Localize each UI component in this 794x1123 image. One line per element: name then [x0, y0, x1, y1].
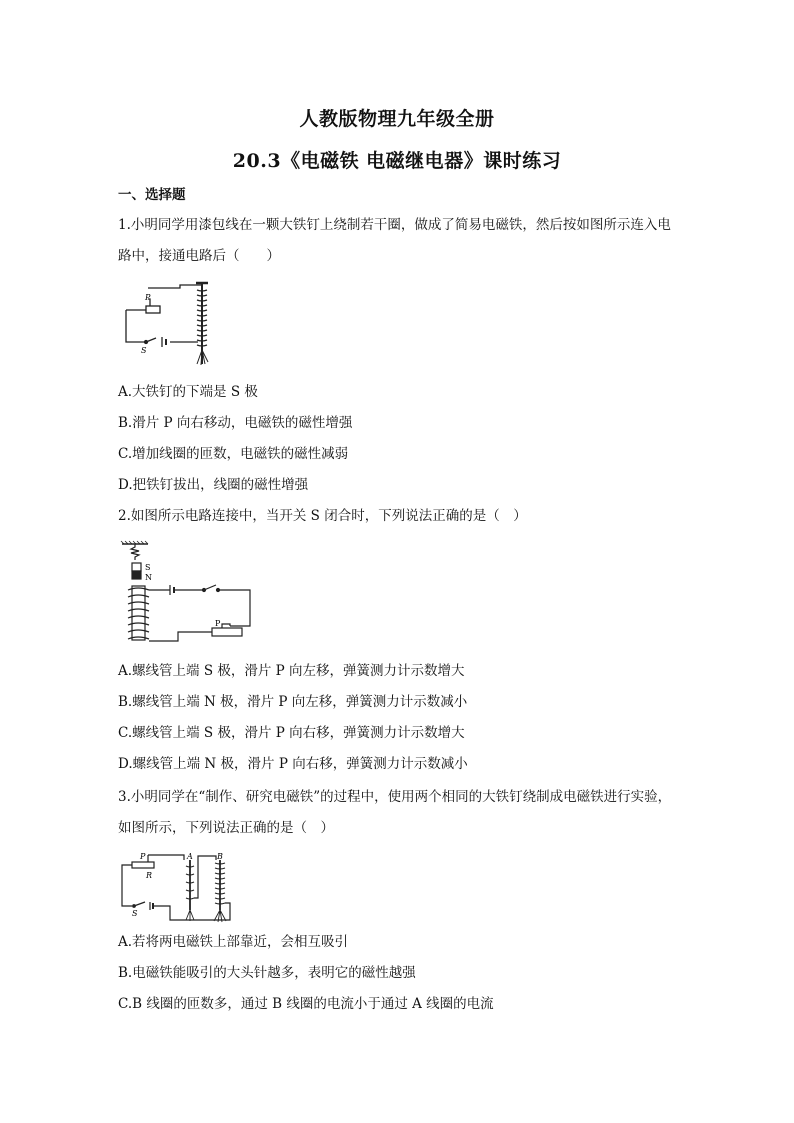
magnet-a-label: A: [187, 852, 193, 861]
wire-right: [218, 590, 250, 626]
wire-top: [148, 285, 202, 288]
question-1-stem-line-1: 1.小明同学用漆包线在一颗大铁钉上绕制若干圈，做成了简易电磁铁，然后按如图所示连入电: [118, 217, 671, 233]
magnet-bottom-pole-label: N: [145, 573, 152, 582]
question-3-stem-line-2: 如图所示，下列说法正确的是（ ）: [118, 820, 334, 836]
magnet-top-pole-label: S: [145, 563, 151, 572]
solenoid-circuit-diagram: [118, 540, 258, 650]
wire-left: [126, 310, 144, 342]
question-3-figure: [118, 850, 238, 926]
pins-a: [186, 910, 194, 921]
switch-lever: [146, 338, 156, 342]
magnet-b-label: B: [217, 852, 223, 861]
rheostat-body: [212, 628, 242, 636]
magnet-top-half: [132, 563, 141, 571]
spring: [131, 544, 139, 560]
switch-lever: [204, 585, 216, 590]
two-electromagnets-diagram: [118, 850, 238, 926]
question-1-figure: [118, 280, 218, 368]
question-2-option-a: A.螺线管上端 S 极，滑片 P 向左移，弹簧测力计示数增大: [118, 663, 465, 679]
wire-bottom: [153, 906, 184, 920]
question-1-option-c: C.增加线圈的匝数，电磁铁的磁性减弱: [118, 446, 349, 462]
question-3-option-a: A.若将两电磁铁上部靠近，会相互吸引: [118, 934, 349, 950]
question-2-option-d: D.螺线管上端 N 极，滑片 P 向右移，弹簧测力计示数减小: [118, 756, 468, 772]
document-title: 人教版物理九年级全册: [299, 108, 495, 130]
electromagnet-circuit-diagram: [118, 280, 218, 368]
question-2-option-c: C.螺线管上端 S 极，滑片 P 向右移，弹簧测力计示数增大: [118, 725, 465, 741]
slider-label: P: [145, 293, 151, 302]
question-2-figure: [118, 540, 258, 650]
slider-label: P: [140, 852, 146, 861]
question-3-option-c: C.B 线圈的匝数多，通过 B 线圈的电流小于通过 A 线圈的电流: [118, 996, 494, 1012]
rheostat-body: [132, 862, 154, 868]
section-heading: 一、选择题: [118, 187, 186, 203]
question-3-option-b: B.电磁铁能吸引的大头针越多，表明它的磁性越强: [118, 965, 416, 981]
wire-left: [122, 865, 132, 906]
document-subtitle: 20.3《电磁铁 电磁继电器》课时练习: [232, 150, 562, 172]
switch-lever: [134, 902, 145, 906]
magnet-bottom-half: [132, 571, 141, 579]
rheostat-body: [146, 306, 160, 313]
question-3-stem-line-1: 3.小明同学在“制作、研究电磁铁”的过程中，使用两个相同的大铁钉绕制成电磁铁进行实验，: [118, 789, 672, 805]
resistor-label: R: [146, 871, 153, 880]
question-1-stem-line-2: 路中，接通电路后（ ）: [118, 248, 280, 264]
solenoid-coil: [128, 588, 149, 639]
wire-to-nail-a: [148, 855, 184, 860]
question-2-option-b: B.螺线管上端 N 极，滑片 P 向左移，弹簧测力计示数减小: [118, 694, 468, 710]
question-2-stem: 2.如图所示电路连接中，当开关 S 闭合时，下列说法正确的是（ ）: [118, 508, 527, 524]
wire-back-to-solenoid: [149, 632, 212, 641]
switch-label: S: [132, 909, 138, 918]
question-1-option-a: A.大铁钉的下端是 S 极: [118, 384, 258, 400]
slider-label: P: [215, 619, 221, 628]
question-1-option-d: D.把铁钉拔出，线圈的磁性增强: [118, 477, 309, 493]
wire-a-to-b: [194, 856, 216, 898]
solenoid-core: [132, 586, 145, 640]
switch-label: S: [141, 346, 147, 355]
question-1-option-b: B.滑片 P 向右移动，电磁铁的磁性增强: [118, 415, 353, 431]
